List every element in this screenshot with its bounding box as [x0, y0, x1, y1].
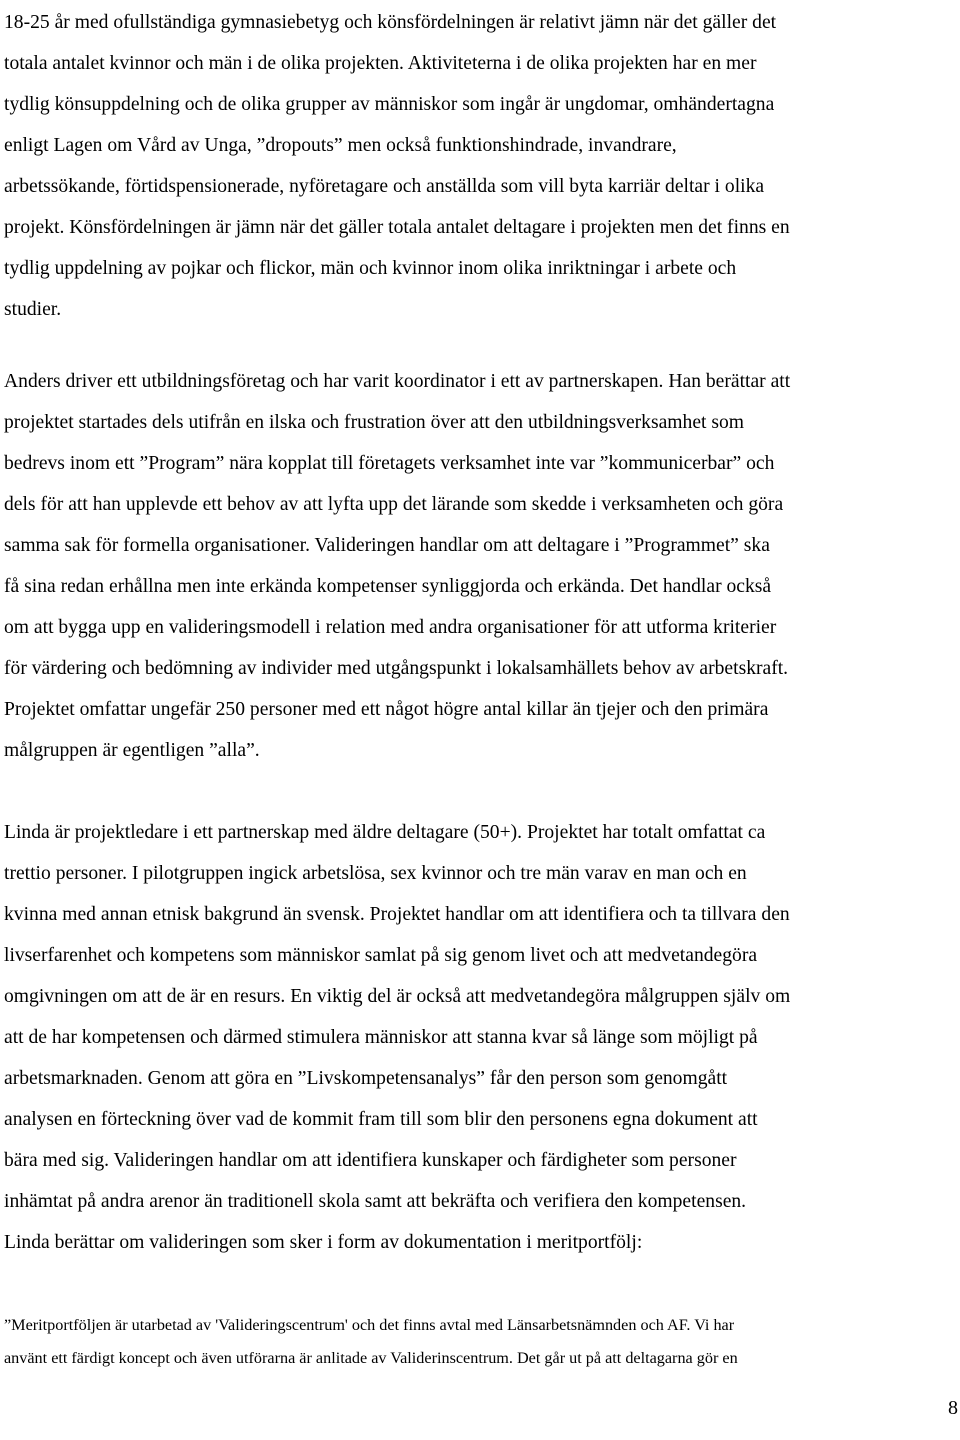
- text-line: att de har kompetensen och därmed stimulera människor att stanna kvar så länge som möjligt på: [4, 1027, 758, 1048]
- text-line: projekt. Könsfördelningen är jämn när det gäller totala antalet deltagare i projekten men det finns en: [4, 217, 790, 238]
- quote-line: använt ett färdigt koncept och även utförarna är anlitade av Validerinscentrum. Det går ut på att deltagarna gör en: [4, 1349, 738, 1367]
- text-line: analysen en förteckning över vad de kommit fram till som blir den personens egna dokument att: [4, 1109, 758, 1130]
- text-line: totala antalet kvinnor och män i de olika projekten. Aktiviteterna i de olika projekten har en mer: [4, 53, 757, 74]
- text-line: Linda är projektledare i ett partnerskap med äldre deltagare (50+). Projektet har totalt omfattat ca: [4, 822, 766, 843]
- paragraph-anders: [4, 361, 960, 771]
- text-line: målgruppen är egentligen ”alla”.: [4, 740, 260, 761]
- block-quote: [4, 1309, 960, 1375]
- text-line: dels för att han upplevde ett behov av att lyfta upp det lärande som skedde i verksamheten och göra: [4, 494, 784, 515]
- text-line: 18-25 år med ofullständiga gymnasiebetyg och könsfördelningen är relativt jämn när det gäller det: [4, 12, 777, 33]
- text-line: projektet startades dels utifrån en ilska och frustration över att den utbildningsverksamhet som: [4, 412, 745, 433]
- text-line: samma sak för formella organisationer. Valideringen handlar om att deltagare i ”Programmet” ska: [4, 535, 770, 556]
- text-line: omgivningen om att de är en resurs. En viktig del är också att medvetandegöra målgruppen själv om: [4, 986, 791, 1007]
- text-line: arbetsmarknaden. Genom att göra en ”Livskompetensanalys” får den person som genomgått: [4, 1068, 728, 1089]
- text-line: Linda berättar om valideringen som sker i form av dokumentation i meritportfölj:: [4, 1232, 643, 1253]
- text-line: få sina redan erhållna men inte erkända kompetenser synliggjorda och erkända. Det handlar också: [4, 576, 772, 597]
- text-line: bedrevs inom ett ”Program” nära kopplat till företagets verksamhet inte var ”kommunicerbar” och: [4, 453, 775, 474]
- text-line: tydlig uppdelning av pojkar och flickor, män och kvinnor inom olika inriktningar i arbete och: [4, 258, 737, 279]
- text-line: livserfarenhet och kompetens som människor samlat på sig genom livet och att medvetandegöra: [4, 945, 758, 966]
- text-line: bära med sig. Valideringen handlar om att identifiera kunskaper och färdigheter som personer: [4, 1150, 737, 1171]
- text-line: trettio personer. I pilotgruppen ingick arbetslösa, sex kvinnor och tre män varav en man och en: [4, 863, 747, 884]
- text-line: Anders driver ett utbildningsföretag och har varit koordinator i ett av partnerskapen. Han berättar att: [4, 371, 791, 392]
- text-line: tydlig könsuppdelning och de olika grupper av människor som ingår är ungdomar, omhändertagna: [4, 94, 775, 115]
- text-line: Projektet omfattar ungefär 250 personer med ett något högre antal killar än tjejer och den primära: [4, 699, 769, 720]
- text-line: studier.: [4, 299, 62, 320]
- text-line: kvinna med annan etnisk bakgrund än svensk. Projektet handlar om att identifiera och ta tillvara den: [4, 904, 790, 925]
- quote-line: ”Meritportföljen är utarbetad av 'Valideringscentrum' och det finns avtal med Länsarbetsnämnden och AF. Vi har: [4, 1316, 735, 1334]
- text-line: enligt Lagen om Vård av Unga, ”dropouts” men också funktionshindrade, invandrare,: [4, 135, 677, 156]
- page-number: 8: [948, 1397, 958, 1419]
- text-line: om att bygga upp en valideringsmodell i relation med andra organisationer för att utforma kriterier: [4, 617, 777, 638]
- text-line: arbetssökande, förtidspensionerade, nyföretagare och anställda som vill byta karriär deltar i olika: [4, 176, 765, 197]
- text-line: inhämtat på andra arenor än traditionell skola samt att bekräfta och verifiera den kompetensen.: [4, 1191, 747, 1212]
- paragraph-project-demographics: [4, 2, 960, 330]
- paragraph-linda: [4, 812, 960, 1263]
- text-line: för värdering och bedömning av individer med utgångspunkt i lokalsamhällets behov av arbetskraft.: [4, 658, 789, 679]
